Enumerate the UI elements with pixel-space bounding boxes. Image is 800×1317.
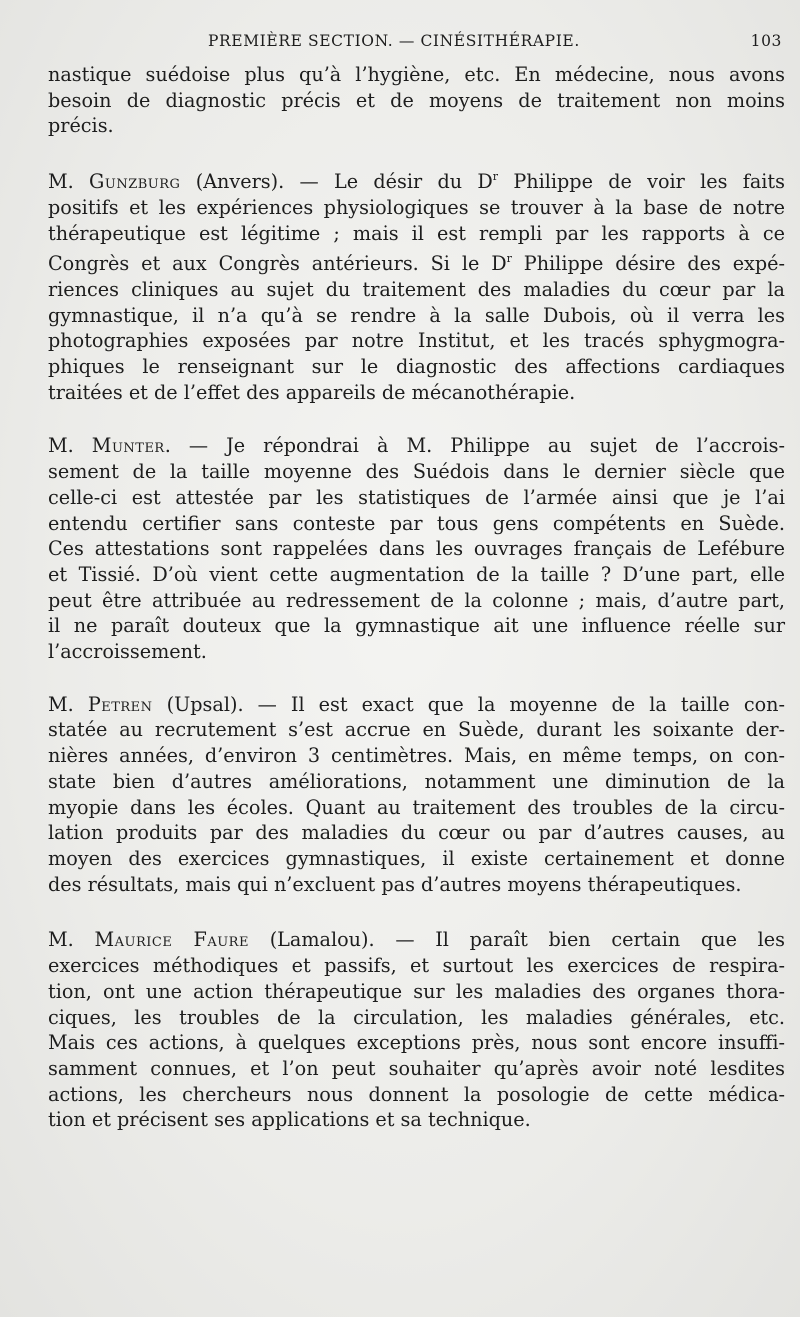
- text-line: et Tissié. D’où vient cette augmentation de la taille ? D’une part, elle: [48, 562, 785, 586]
- text-line: thérapeutique est légitime ; mais il est rempli par les rapports à ce: [48, 221, 785, 245]
- superscript: r: [506, 252, 512, 266]
- text-line: peut être attribuée au redressement de la colonne ; mais, d’autre part,: [48, 588, 785, 612]
- text-fragment: Philippe de voir les faits: [513, 170, 785, 194]
- text-line: exercices méthodiques et passifs, et surtout les exercices de respira-: [48, 954, 785, 978]
- text-line: tion et précisent ses applications et sa technique.: [48, 1108, 531, 1132]
- text-line: sement de la taille moyenne des Suédois dans le dernier siècle que: [48, 460, 785, 484]
- text-line: samment connues, et l’on peut souhaiter qu’après avoir noté lesdites: [48, 1056, 785, 1080]
- text-line: photographies exposées par notre Institut, et les tracés sphygmogra-: [48, 329, 785, 353]
- paragraph-munter: [48, 433, 785, 664]
- text-fragment: Philippe désire des expé-: [523, 252, 785, 276]
- text-line: traitées et de l’effet des appareils de mécanothérapie.: [48, 380, 576, 404]
- text-line: il ne paraît douteux que la gymnastique ait une influence réelle sur: [48, 614, 785, 638]
- section-title: PREMIÈRE SECTION. — CINÉSITHÉRAPIE.: [208, 32, 580, 50]
- speaker-name: Munter: [91, 434, 165, 458]
- text-line: besoin de diagnostic précis et de moyens de traitement non moins: [48, 88, 785, 112]
- speaker-prefix: M.: [48, 170, 74, 194]
- speaker-prefix: M.: [48, 434, 74, 458]
- text-line: [48, 927, 785, 953]
- speaker-name: Maurice Faure: [94, 928, 249, 952]
- text-line: actions, les chercheurs nous donnent la posologie de cette médica-: [48, 1082, 785, 1106]
- paragraph-continuation: [48, 62, 785, 139]
- text-line: précis.: [48, 114, 114, 138]
- text-line: [48, 433, 785, 459]
- text-line: tion, ont une action thérapeutique sur les maladies des organes thora-: [48, 979, 785, 1003]
- text-line: [48, 246, 785, 277]
- text-line: state bien d’autres améliorations, notamment une diminution de la: [48, 769, 785, 793]
- speaker-name: Gunzburg: [89, 170, 181, 194]
- speaker-prefix: M.: [48, 928, 74, 952]
- paragraph-petren: [48, 692, 785, 898]
- text-fragment: (Upsal). — Il est exact que la moyenne de la taille con-: [166, 692, 785, 716]
- text-line: gymnastique, il n’a qu’à se rendre à la salle Dubois, où il verra les: [48, 303, 785, 327]
- text-line: celle-ci est attestée par les statistiques de l’armée ainsi que je l’ai: [48, 485, 785, 509]
- text-line: riences cliniques au sujet du traitement des maladies du cœur par la: [48, 277, 785, 301]
- paragraph-maurice-faure: [48, 927, 785, 1133]
- page-number: 103: [750, 32, 782, 50]
- running-header: [0, 32, 800, 56]
- text-line: [48, 164, 785, 195]
- text-line: statée au recrutement s’est accrue en Suède, durant les soixante der-: [48, 718, 785, 742]
- speaker-name: Petren: [87, 692, 153, 716]
- superscript: r: [492, 170, 499, 184]
- text-line: entendu certifier sans conteste par tous gens compétents en Suède.: [48, 511, 785, 535]
- text-line: lation produits par des maladies du cœur ou par d’autres causes, au: [48, 821, 785, 845]
- text-line: [48, 692, 785, 718]
- text-line: nastique suédoise plus qu’à l’hygiène, etc. En médecine, nous avons: [48, 63, 785, 86]
- paragraph-gunzburg: [48, 164, 785, 405]
- text-line: positifs et les expériences physiologiques se trouver à la base de notre: [48, 195, 785, 219]
- text-fragment: (Lamalou). — Il paraît bien certain que les: [269, 928, 786, 952]
- page-body: [48, 62, 785, 1133]
- text-fragment: Congrès et aux Congrès antérieurs. Si le D: [48, 252, 507, 276]
- speaker-prefix: M.: [48, 692, 74, 716]
- text-line: l’accroissement.: [48, 640, 207, 664]
- text-line: myopie dans les écoles. Quant au traitement des troubles de la circu-: [48, 795, 785, 819]
- text-fragment: (Anvers). — Le désir du D: [195, 170, 493, 194]
- text-line: Mais ces actions, à quelques exceptions près, nous sont encore insuffi-: [48, 1031, 785, 1055]
- text-line: ciques, les troubles de la circulation, les maladies générales, etc.: [48, 1005, 785, 1029]
- text-fragment: . — Je répondrai à M. Philippe au sujet de l’accrois-: [164, 434, 785, 458]
- text-line: moyen des exercices gymnastiques, il existe certainement et donne: [48, 846, 785, 870]
- text-line: nières années, d’environ 3 centimètres. Mais, en même temps, on con-: [48, 744, 785, 768]
- text-line: phiques le renseignant sur le diagnostic des affections cardiaques: [48, 355, 785, 379]
- text-line: des résultats, mais qui n’excluent pas d’autres moyens thérapeutiques.: [48, 872, 742, 896]
- text-line: Ces attestations sont rappelées dans les ouvrages français de Lefébure: [48, 537, 785, 561]
